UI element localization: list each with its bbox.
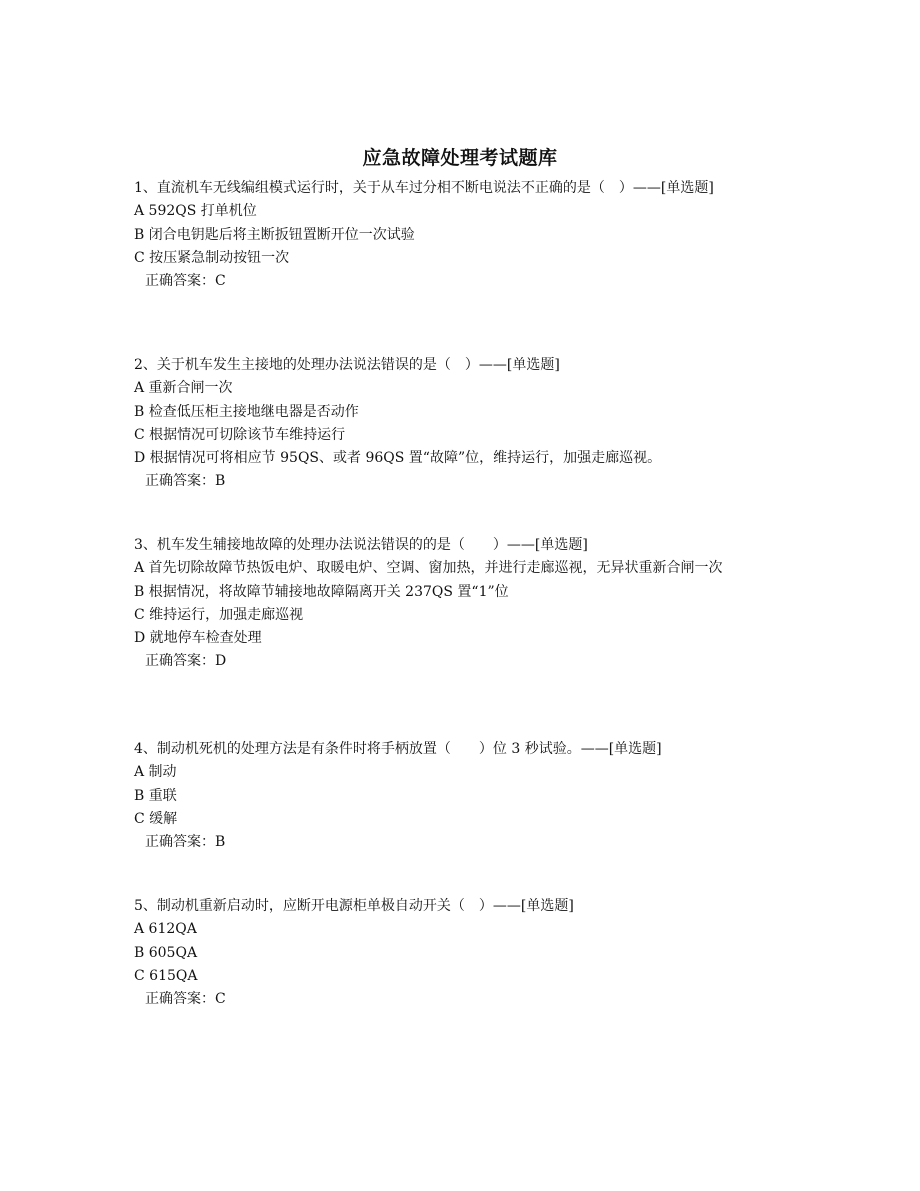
correct-answer: 正确答案：D [145,653,227,670]
option-b: B 605QA [134,944,198,961]
option-c: C 根据情况可切除该节车维持运行 [134,426,346,443]
option-b: B 根据情况，将故障节辅接地故障隔离开关 237QS 置“1”位 [134,583,509,600]
correct-answer: 正确答案：B [145,834,226,851]
option-c: C 615QA [134,967,198,984]
option-a: A 制动 [134,764,177,781]
option-a: A 重新合闸一次 [134,380,233,397]
option-b: B 重联 [134,787,177,804]
question-5 [134,895,786,1011]
option-c: C 按压紧急制动按钮一次 [134,249,290,266]
option-b: B 检查低压柜主接地继电器是否动作 [134,403,359,420]
question-stem: 5、制动机重新启动时，应断开电源柜单极自动开关（ ）——[单选题] [134,898,574,914]
option-a: A 首先切除故障节热饭电炉、取暖电炉、空调、窗加热，并进行走廊巡视，无异状重新合闸一次 [134,560,723,577]
option-c: C 维持运行，加强走廊巡视 [134,606,304,623]
option-b: B 闭合电钥匙后将主断扳钮置断开位一次试验 [134,226,415,243]
option-d: D 根据情况可将相应节 95QS、或者 96QS 置“故障”位，维持运行，加强走廊巡视。 [134,450,662,467]
correct-answer: 正确答案：B [145,473,226,490]
correct-answer: 正确答案：C [145,273,226,290]
question-stem: 2、关于机车发生主接地的处理办法说法错误的是（ ）——[单选题] [134,357,560,373]
question-2 [134,354,786,494]
question-stem: 4、制动机死机的处理方法是有条件时将手柄放置（ ）位 3 秒试验。——[单选题] [134,741,662,757]
option-d: D 就地停车检查处理 [134,630,262,647]
question-stem: 3、机车发生辅接地故障的处理办法说法错误的的是（ ）——[单选题] [134,537,588,553]
option-c: C 缓解 [134,810,178,827]
option-a: A 592QS 打单机位 [134,203,257,220]
question-4 [134,738,786,854]
option-a: A 612QA [134,921,197,938]
question-stem: 1、直流机车无线编组模式运行时，关于从车过分相不断电说法不正确的是（ ）——[单选题] [134,180,714,196]
page-title: 应急故障处理考试题库 [362,147,558,169]
question-1 [134,177,786,293]
correct-answer: 正确答案：C [145,991,226,1008]
question-3 [134,534,786,674]
